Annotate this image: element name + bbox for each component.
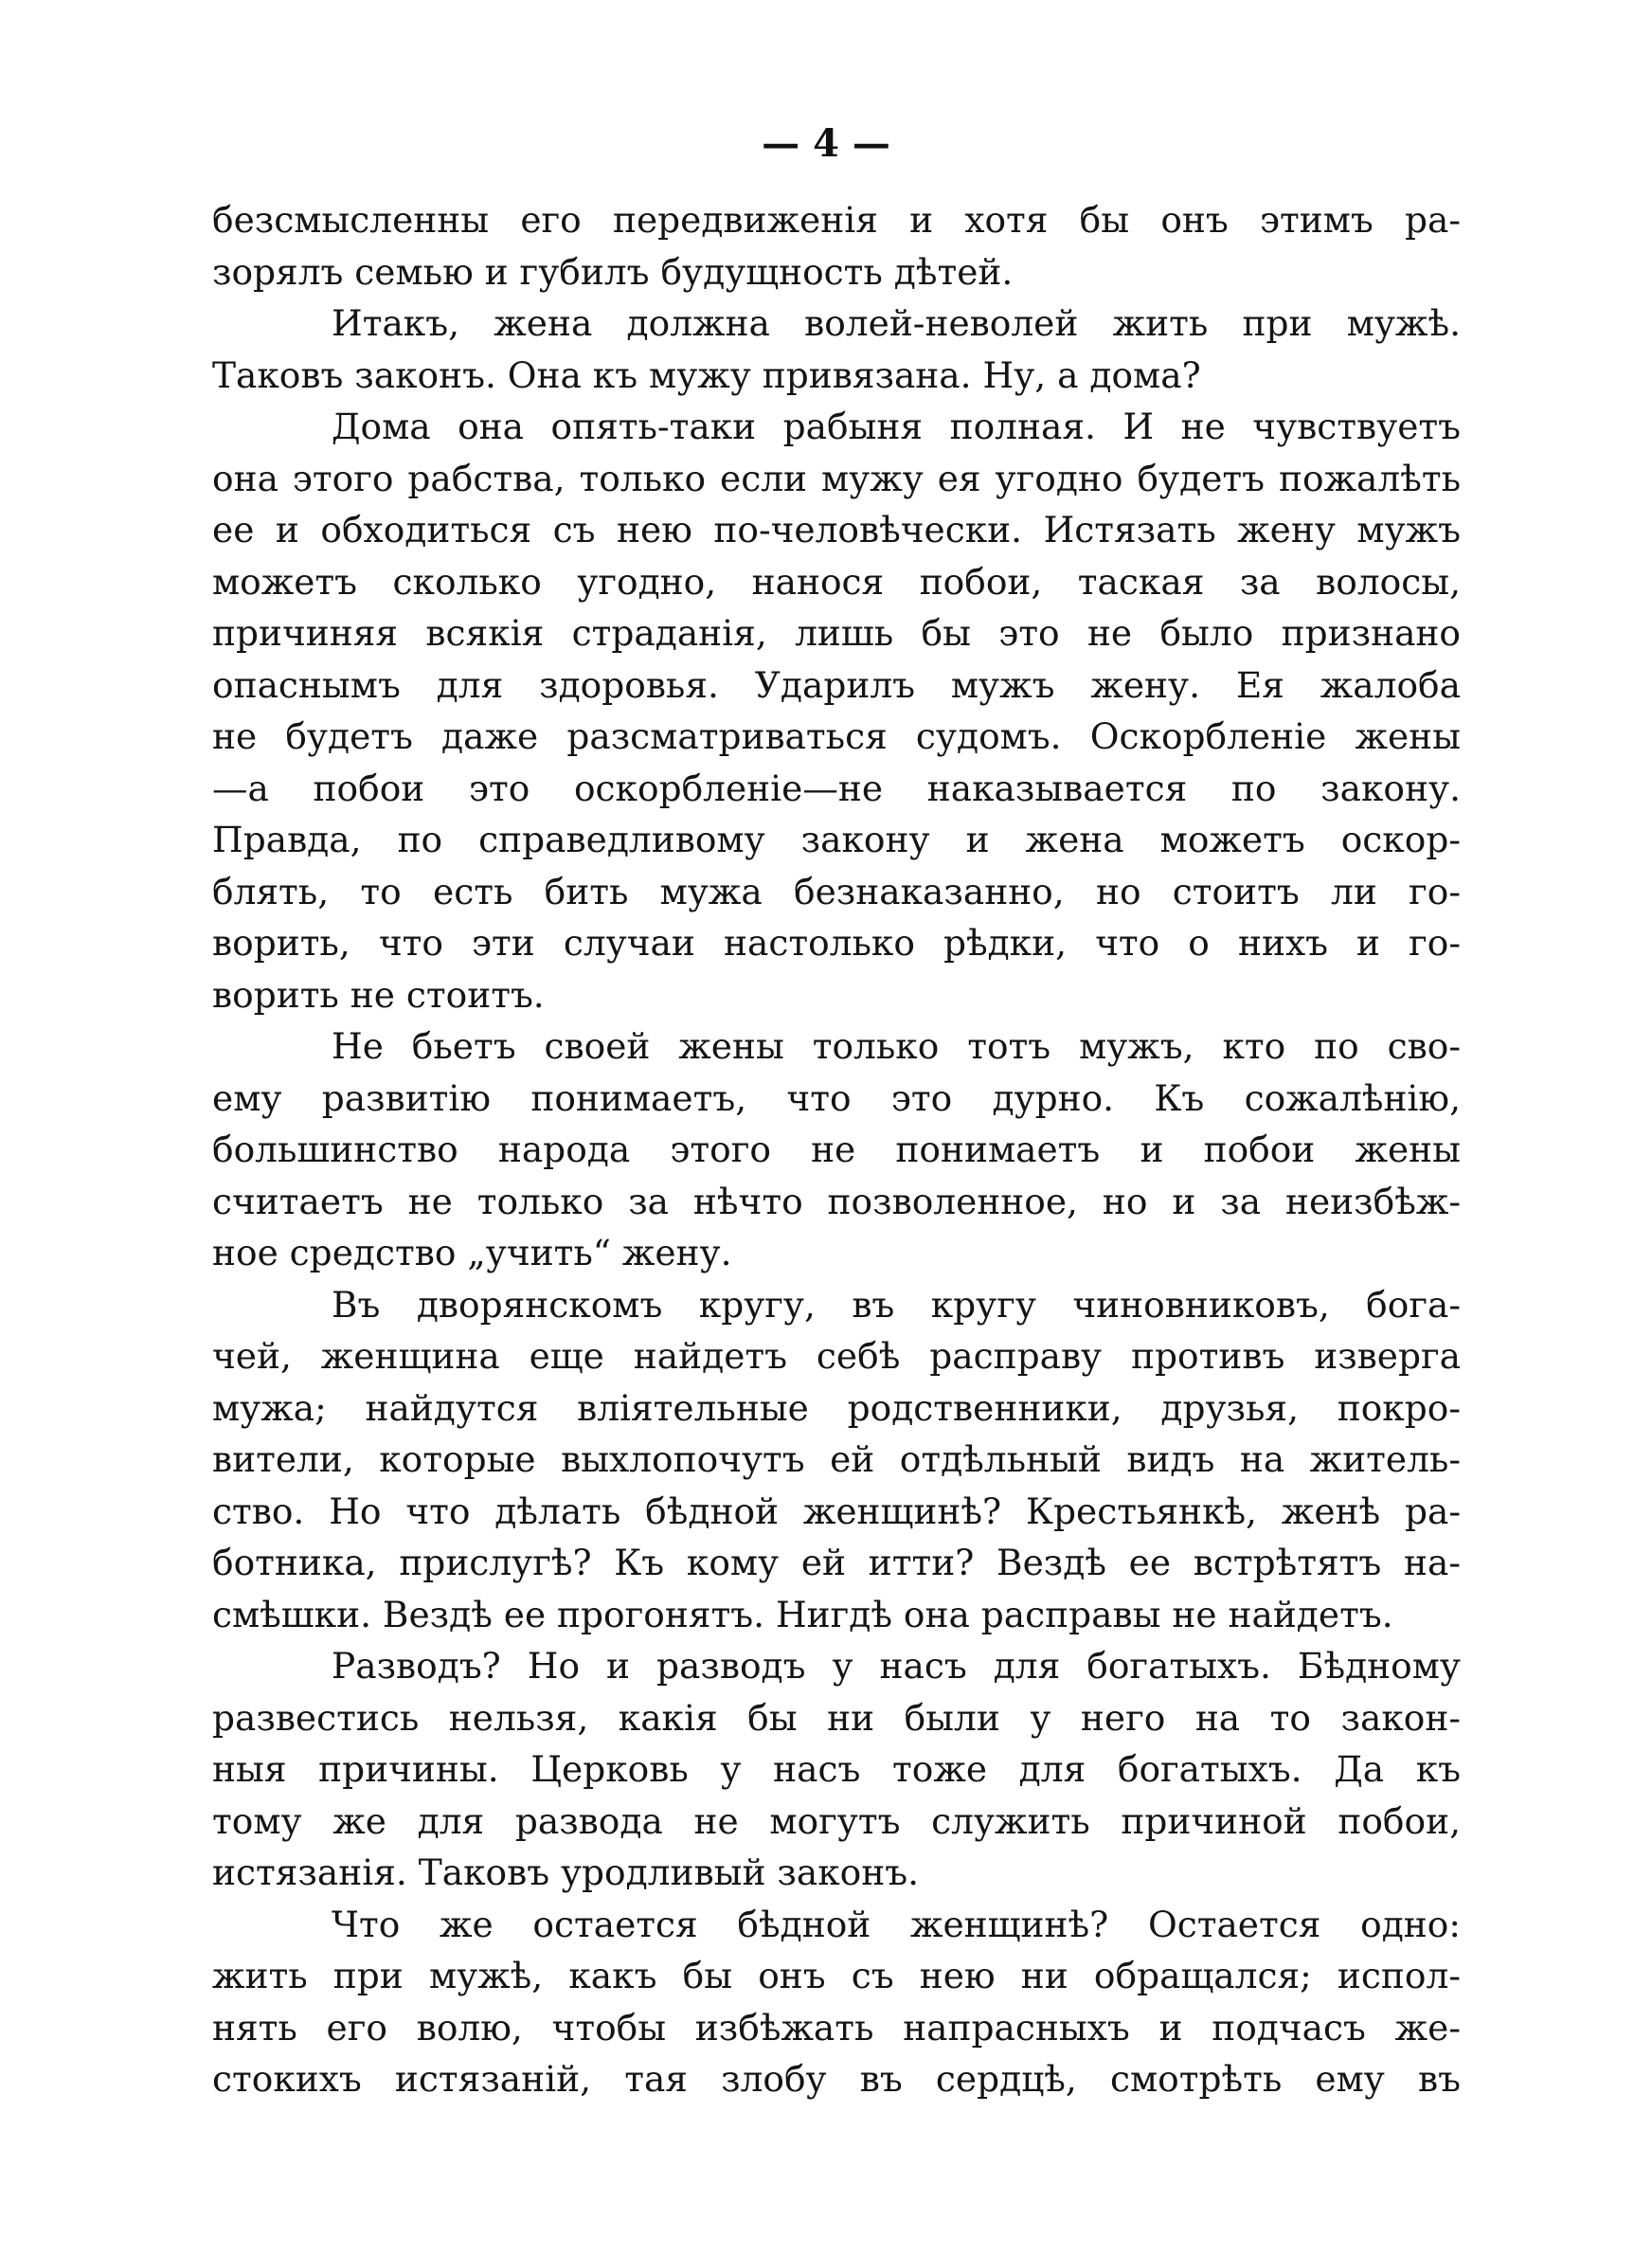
text-line: Разводъ? Но и разводъ у насъ для богатыхъ. Бѣдному <box>332 1645 1461 1687</box>
text-line: причиняя всякія страданія, лишь бы это не было признано <box>212 612 1461 654</box>
text-line: чей, женщина еще найдетъ себѣ расправу противъ изверга <box>212 1335 1461 1377</box>
text-line: Не бьетъ своей жены только тотъ мужъ, кто по сво- <box>332 1025 1461 1067</box>
page-text <box>212 194 1461 2105</box>
text-line: ворить не стоитъ. <box>212 973 545 1016</box>
text-line: ему развитію понимаетъ, что это дурно. Къ сожалѣнію, <box>212 1076 1461 1119</box>
text-line: тому же для развода не могутъ служить причиной побои, <box>212 1799 1461 1842</box>
text-line: Итакъ, жена должна волей-неволей жить при мужѣ. <box>332 302 1461 344</box>
text-line: ство. Но что дѣлать бѣдной женщинѣ? Крестьянкѣ, женѣ ра- <box>212 1490 1461 1532</box>
text-line: Въ дворянскомъ кругу, въ кругу чиновниковъ, бога- <box>332 1283 1461 1326</box>
text-line: зорялъ семью и губилъ будущность дѣтей. <box>212 250 1014 293</box>
text-line: жить при мужѣ, какъ бы онъ съ нею ни обращался; испол- <box>212 1955 1461 1996</box>
text-line: опаснымъ для здоровья. Ударилъ мужъ жену. Ея жалоба <box>212 663 1461 706</box>
text-line: смѣшки. Вездѣ ее прогонятъ. Нигдѣ она расправы не найдетъ. <box>212 1593 1393 1635</box>
text-line: считаетъ не только за нѣчто позволенное, но и за неизбѣж- <box>212 1180 1461 1222</box>
text-line: ботника, прислугѣ? Къ кому ей итти? Вездѣ ее встрѣтятъ на- <box>212 1542 1461 1583</box>
text-line: вители, которые выхлопочутъ ей отдѣльный видъ на житель- <box>212 1438 1461 1480</box>
page-number: — 4 — <box>762 121 890 166</box>
text-line: не будетъ даже разсматриваться судомъ. Оскорбленіе жены <box>212 715 1461 757</box>
text-line: нять его волю, чтобы избѣжать напрасныхъ и подчасъ же- <box>212 2006 1461 2049</box>
text-line: ное средство „учить“ жену. <box>212 1232 732 1273</box>
text-line: ныя причины. Церковь у насъ тоже для богатыхъ. Да къ <box>212 1748 1461 1790</box>
text-line: развестись нельзя, какія бы ни были у него на то закон- <box>212 1696 1461 1739</box>
text-line: большинство народа этого не понимаетъ и побои жены <box>212 1128 1461 1170</box>
text-line: мужа; найдутся вліятельные родственники, друзья, покро- <box>212 1386 1461 1429</box>
text-line: Правда, по справедливому закону и жена можетъ оскор- <box>212 819 1461 860</box>
text-line: Что же остается бѣдной женщинѣ? Остается одно: <box>332 1903 1461 1945</box>
text-line: можетъ сколько угодно, нанося побои, таская за волосы, <box>212 560 1461 603</box>
text-line: —а побои это оскорбленіе—не наказывается по закону. <box>212 767 1461 809</box>
text-line: стокихъ истязаній, тая злобу въ сердцѣ, смотрѣть ему въ <box>212 2058 1461 2100</box>
text-line: ее и обходиться съ нею по-человѣчески. Истязать жену мужъ <box>212 509 1461 551</box>
text-line: Таковъ законъ. Она къ мужу привязана. Ну, а дома? <box>212 353 1201 396</box>
text-line: Дома она опять-таки рабыня полная. И не чувствуетъ <box>332 406 1461 447</box>
text-line: безсмысленны его передвиженія и хотя бы онъ этимъ ра- <box>212 199 1461 241</box>
text-line: ворить, что эти случаи настолько рѣдки, что о нихъ и го- <box>212 922 1461 964</box>
text-line: блять, то есть бить мужа безнаказанно, но стоитъ ли го- <box>212 870 1461 912</box>
text-line: она этого рабства, только если мужу ея угодно будетъ пожалѣть <box>212 457 1461 499</box>
text-line: истязанія. Таковъ уродливый законъ. <box>212 1851 919 1893</box>
